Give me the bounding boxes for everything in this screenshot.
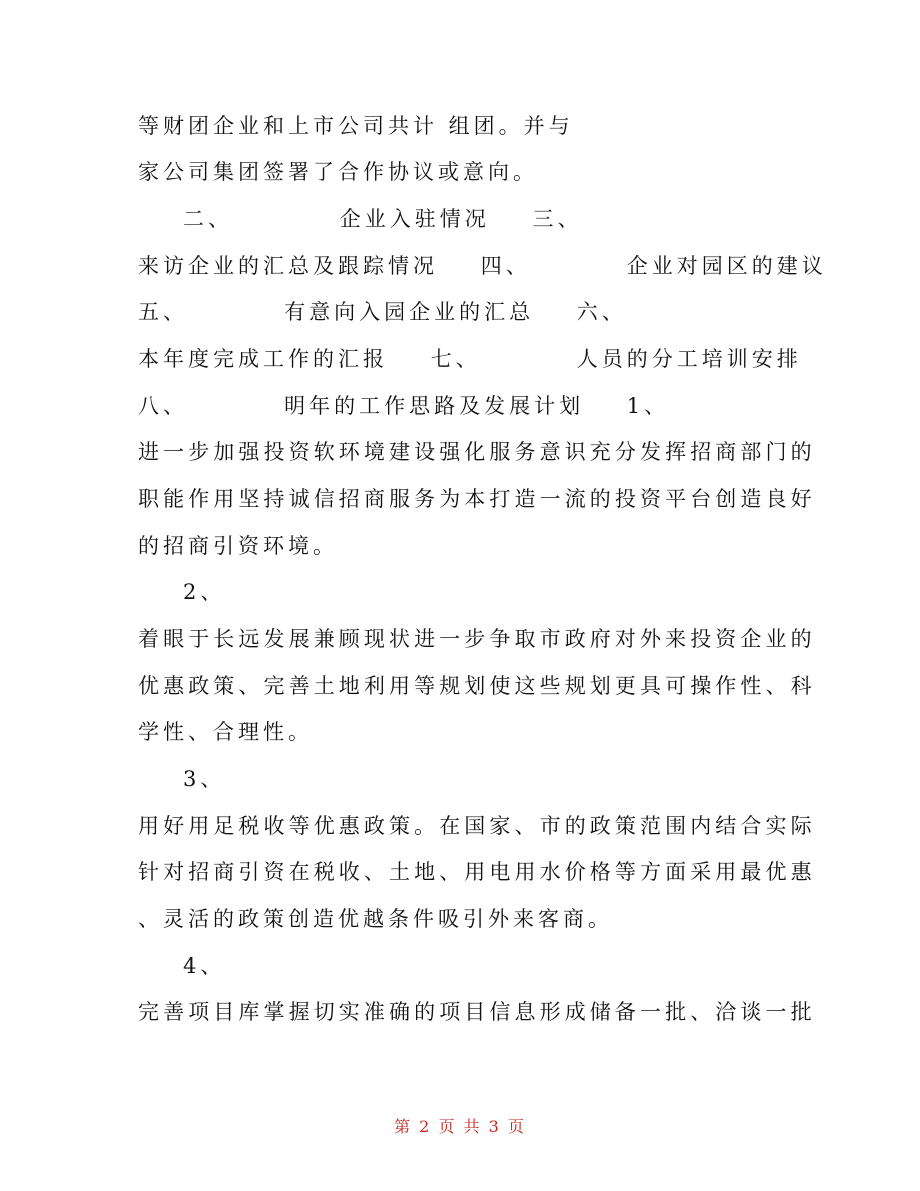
- page-number-footer: 第 2 页 共 3 页: [394, 1117, 526, 1136]
- text-line: 八、 明年的工作思路及发展计划 1、: [138, 394, 670, 418]
- text-line: 4、: [183, 954, 226, 978]
- text-line: 用好用足税收等优惠政策。在国家、市的政策范围内结合实际: [138, 814, 816, 838]
- text-line: 3、: [183, 767, 226, 791]
- text-line: 2、: [183, 580, 226, 604]
- text-line: 、灵活的政策创造优越条件吸引外来客商。: [138, 907, 613, 931]
- text-line: 本年度完成工作的汇报 七、 人员的分工培训安排: [138, 347, 802, 371]
- text-line: 二、 企业入驻情况 三、: [183, 207, 583, 231]
- text-line: 针对招商引资在税收、土地、用电用水价格等方面采用最优惠: [138, 860, 816, 884]
- text-line: 家公司集团签署了合作协议或意向。: [138, 160, 538, 184]
- text-line: 的招商引资环境。: [138, 534, 338, 558]
- text-line: 进一步加强投资软环境建设强化服务意识充分发挥招商部门的: [138, 440, 816, 464]
- text-line: 等财团企业和上市公司共计 组团。并与: [138, 114, 574, 138]
- text-line: 来访企业的汇总及跟踪情况 四、 企业对园区的建议: [138, 254, 827, 278]
- text-line: 职能作用坚持诚信招商服务为本打造一流的投资平台创造良好: [138, 487, 816, 511]
- text-line: 着眼于长远发展兼顾现状进一步争取市政府对外来投资企业的: [138, 627, 816, 651]
- text-line: 完善项目库掌握切实准确的项目信息形成储备一批、洽谈一批: [138, 1000, 816, 1024]
- text-line: 优惠政策、完善土地利用等规划使这些规划更具可操作性、科: [138, 674, 816, 698]
- text-line: 学性、合理性。: [138, 720, 313, 744]
- text-line: 五、 有意向入园企业的汇总 六、: [138, 300, 627, 324]
